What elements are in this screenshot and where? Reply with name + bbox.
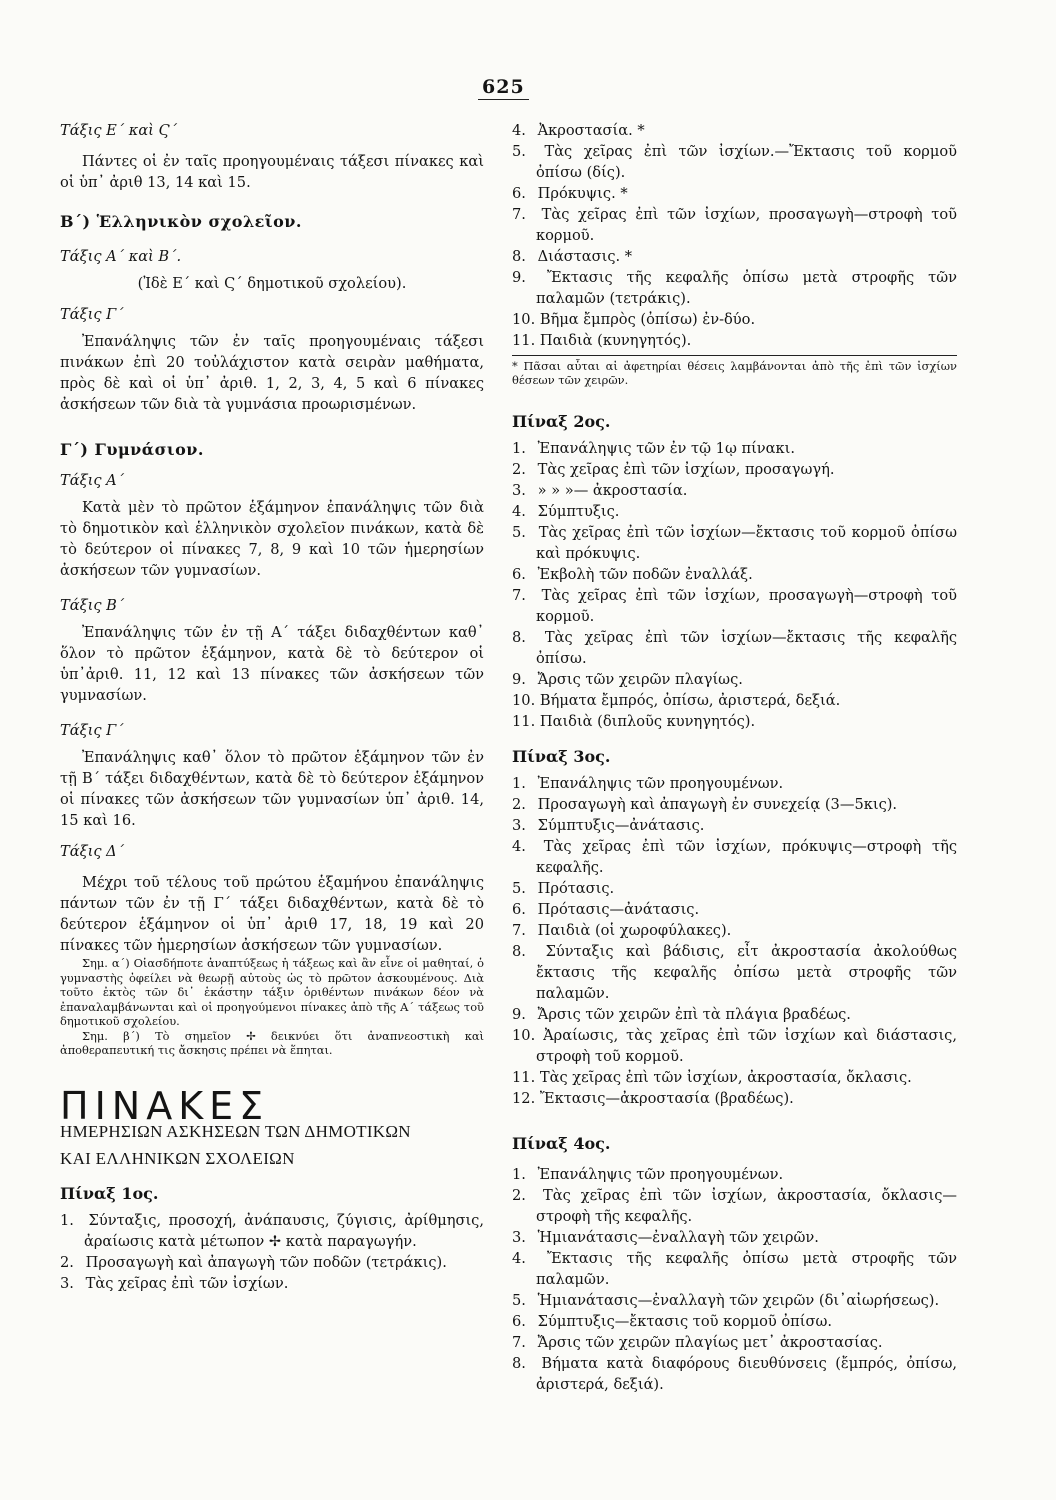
item-text: Τὰς χεῖρας ἐπὶ τῶν ἰσχίων, ἀκροστασία, ὄκλασις—στροφὴ τῆς κεφαλῆς.: [533, 1187, 957, 1225]
item-text: Ἐπανάληψις τῶν ἐν τῷ 1ῳ πίνακι.: [533, 440, 796, 457]
list-item: [512, 309, 957, 330]
item-number: 7.: [512, 922, 526, 939]
item-text: Τὰς χεῖρας ἐπὶ τῶν ἰσχίων, προσαγωγὴ—στροφὴ τοῦ κορμοῦ.: [533, 206, 957, 244]
item-number: 2.: [60, 1253, 74, 1271]
item-text: Τὰς χεῖρας ἐπὶ τῶν ἰσχίων, προσαγωγὴ—στροφὴ τοῦ κορμοῦ.: [533, 587, 957, 625]
list-item: [512, 1353, 957, 1395]
item-number: 1.: [60, 1211, 74, 1229]
item-number: 11.: [512, 332, 536, 349]
list-item: [512, 1025, 957, 1067]
item-number: 3.: [512, 482, 526, 499]
list-item: [512, 183, 957, 204]
item-text: Παιδιὰ (διπλοῦς κυνηγητός).: [535, 713, 756, 730]
item-number: 7.: [512, 206, 526, 223]
list-item: [512, 1067, 957, 1088]
item-text: Ἔκτασις τῆς κεφαλῆς ὀπίσω μετὰ στροφῆς τῶν παλαμῶν.: [533, 1250, 957, 1288]
item-number: 5.: [512, 1292, 526, 1309]
item-number: 7.: [512, 587, 526, 604]
paragraph: Ἐπανάληψις τῶν ἐν ταῖς προηγουμέναις τάξεσι πινάκων ἐπὶ 20 τοὐλάχιστον κατὰ σειρὰν μαθήματα, πρὸς δὲ καὶ οἱ ὑπ᾽ ἀριθ. 1, 2, 3, 4, 5 καὶ 6 πίνακες ἀσκήσεων τῶν διὰ τὰ γυμνάσια προωρισμένων.: [60, 333, 484, 413]
item-number: 6.: [512, 185, 526, 202]
item-text: Σύνταξις καὶ βάδισις, εἶτ ἀκροστασία ἀκολούθως ἔκτασις τῆς κεφαλῆς ὀπίσω μετὰ στροφῆς τῶν παλαμῶν.: [533, 943, 957, 1002]
item-text: Σύμπτυξις.: [533, 503, 620, 520]
list-item: [512, 522, 957, 564]
item-text: Ἀραίωσις, τὰς χεῖρας ἐπὶ τῶν ἰσχίων καὶ διάστασις, στροφὴ τοῦ κορμοῦ.: [535, 1027, 957, 1065]
item-text: Τὰς χεῖρας ἐπὶ τῶν ἰσχίων—ἔκτασις τοῦ κορμοῦ ὀπίσω καὶ πρόκυψις.: [533, 524, 957, 562]
item-number: 9.: [512, 671, 526, 688]
item-number: 10.: [512, 1027, 536, 1044]
list-item: [512, 711, 957, 732]
heading-taxis-a-b: Τάξις Α΄ καὶ Β΄.: [60, 248, 182, 265]
item-text: Τὰς χεῖρας ἐπὶ τῶν ἰσχίων—ἔκτασις τῆς κεφαλῆς ὀπίσω.: [533, 629, 957, 667]
star-footnote: * Πᾶσαι αὗται αἱ ἀφετηρίαι θέσεις λαμβάνονται ἀπὸ τῆς ἐπὶ τῶν ἰσχίων θέσεων τῶν χειρῶν.: [512, 359, 957, 387]
item-number: 6.: [512, 901, 526, 918]
item-number: 6.: [512, 566, 526, 583]
heading-taxis-d: Τάξις Δ΄: [60, 843, 124, 860]
item-number: 9.: [512, 1006, 526, 1023]
pinax-1-title: Πίναξ 1ος.: [60, 1183, 159, 1203]
item-text: Διάστασις. *: [533, 248, 633, 265]
list-item: [512, 815, 957, 836]
item-text: Σύμπτυξις—ἀνάτασις.: [533, 817, 705, 834]
list-item: [512, 267, 957, 309]
heading-taxis-b: Τάξις Β΄: [60, 597, 125, 614]
item-text: Παιδιὰ (κυνηγητός).: [535, 332, 692, 349]
item-number: 4.: [512, 503, 526, 520]
item-number: 10.: [512, 692, 536, 709]
paragraph: Κατὰ μὲν τὸ πρῶτον ἑξάμηνον ἐπανάληψις τῶν διὰ τὸ δημοτικὸν καὶ ἑλληνικὸν σχολεῖον πινάκων, κατὰ δὲ τὸ δεύτερον οἱ πίνακες 7, 8, 9 καὶ 10 τῶν ἡμερησίων ἀσκήσεων τῶν γυμνασίων.: [60, 499, 484, 579]
item-number: 2.: [512, 461, 526, 478]
item-number: 1.: [512, 775, 526, 792]
list-item: [60, 1210, 484, 1252]
list-item: [512, 459, 957, 480]
pinax-1-list: [60, 1210, 484, 1294]
item-number: 8.: [512, 943, 526, 960]
pinax-1-list-continued: [512, 120, 957, 351]
list-item: [512, 1332, 957, 1353]
list-item: [512, 1164, 957, 1185]
list-item: [512, 773, 957, 794]
item-text: Τὰς χεῖρας ἐπὶ τῶν ἰσχίων, ἀκροστασία, ὄκλασις.: [535, 1069, 912, 1086]
list-item: [512, 330, 957, 351]
list-item: [512, 669, 957, 690]
list-item: [60, 1273, 484, 1294]
item-text: » » »— ἀκροστασία.: [533, 482, 688, 499]
item-number: 11.: [512, 1069, 536, 1086]
right-column: [512, 120, 957, 1395]
item-number: 4.: [512, 122, 526, 139]
pinax-4-title: Πίναξ 4ος.: [512, 1134, 611, 1153]
item-number: 5.: [512, 880, 526, 897]
list-item: [512, 1088, 957, 1109]
item-number: 2.: [512, 796, 526, 813]
item-number: 2.: [512, 1187, 526, 1204]
item-number: 8.: [512, 248, 526, 265]
item-number: 8.: [512, 1355, 526, 1372]
item-text: Ἄρσις τῶν χειρῶν πλαγίως μετ᾽ ἀκροστασίας.: [533, 1334, 883, 1351]
list-item: [512, 1185, 957, 1227]
list-item: [512, 941, 957, 1004]
item-number: 5.: [512, 524, 526, 541]
paragraph: Μέχρι τοῦ τέλους τοῦ πρώτου ἑξαμήνου ἐπανάληψις πάντων τῶν ἐν τῇ Γ΄ τάξει διδαχθέντων, κατὰ δὲ τὸ δεύτερον ἑξάμηνον οἱ ὑπ᾽ ἀριθ 17, 18, 19 καὶ 20 πίνακες τῶν ἡμερησίων ἀσκήσεων τῶν γυμνασίων.: [60, 874, 484, 954]
pinax-4-list: [512, 1164, 957, 1395]
item-text: Πρόκυψις. *: [533, 185, 628, 202]
list-item: [512, 480, 957, 501]
item-text: Τὰς χεῖρας ἐπὶ τῶν ἰσχίων, προσαγωγή.: [533, 461, 835, 478]
divider: [512, 355, 957, 356]
see-note: (Ἰδὲ Ε΄ καὶ Ϛ΄ δημοτικοῦ σχολείου).: [137, 275, 407, 292]
item-number: 8.: [512, 629, 526, 646]
item-text: Ἐπανάληψις τῶν προηγουμένων.: [533, 775, 784, 792]
item-text: Τὰς χεῖρας ἐπὶ τῶν ἰσχίων.: [81, 1274, 289, 1292]
list-item: [512, 836, 957, 878]
list-item: [512, 585, 957, 627]
item-number: 5.: [512, 143, 526, 160]
item-text: Παιδιὰ (οἱ χωροφύλακες).: [533, 922, 732, 939]
list-item: [512, 501, 957, 522]
list-item: [512, 1290, 957, 1311]
item-text: Βήματα ἔμπρός, ὀπίσω, ἀριστερά, δεξιά.: [535, 692, 841, 709]
note-a: Σημ. α΄) Οἱασδήποτε ἀναπτύξεως ἡ τάξεως καὶ ἂν εἶνε οἱ μαθηταί, ὁ γυμναστὴς ὀφείλει νὰ θεωρῇ αὐτοὺς ὡς τὸ πρῶτον ἀσκουμένους. Διὰ τοῦτο ἐκτὸς τῶν δι᾽ ἑκάστην τάξιν ὁριθέντων πινάκων δέον νὰ ἐπαναλαμβάνωνται καὶ οἱ προηγούμενοι πίνακες ἀπὸ τῆς Α΄ τάξεως τοῦ δημοτικοῦ σχολείου.: [60, 956, 484, 1028]
item-number: 1.: [512, 440, 526, 457]
item-text: Προσαγωγὴ καὶ ἀπαγωγὴ ἐν συνεχείᾳ (3—5κις).: [533, 796, 898, 813]
list-item: [512, 627, 957, 669]
item-number: 4.: [512, 1250, 526, 1267]
tables-subtitle-1: ΗΜΕΡΗΣΙΩΝ ΑΣΚΗΣΕΩΝ ΤΩΝ ΔΗΜΟΤΙΚΩΝ: [60, 1121, 411, 1141]
page-number: 625: [478, 76, 529, 100]
list-item: [60, 1252, 484, 1273]
item-number: 3.: [512, 1229, 526, 1246]
item-text: Ἐκβολὴ τῶν ποδῶν ἐναλλάξ.: [533, 566, 753, 583]
tables-title: ΠΙΝΑΚΕΣ: [60, 1083, 270, 1128]
item-number: 11.: [512, 713, 536, 730]
pinax-2-list: [512, 438, 957, 732]
item-number: 4.: [512, 838, 526, 855]
heading-taxis-g: Τάξις Γ΄: [60, 306, 124, 323]
item-text: Ἄρσις τῶν χειρῶν ἐπὶ τὰ πλάγια βραδέως.: [533, 1006, 851, 1023]
item-text: Σύμπτυξις—ἔκτασις τοῦ κορμοῦ ὀπίσω.: [533, 1313, 832, 1330]
item-text: Σύνταξις, προσοχή, ἀνάπαυσις, ζύγισις, ἀρίθμησις, ἀραίωσις κατὰ μέτωπον ✢ κατὰ παραγωγήν.: [81, 1211, 484, 1250]
paragraph: Πάντες οἱ ἐν ταῖς προηγουμέναις τάξεσι πίνακες καὶ οἱ ὑπ᾽ ἀριθ 13, 14 καὶ 15.: [60, 153, 484, 191]
list-item: [512, 204, 957, 246]
footnotes: [60, 956, 484, 1058]
item-text: Ἡμιανάτασις—ἐναλλαγὴ τῶν χειρῶν (δι᾽αἰωρήσεως).: [533, 1292, 940, 1309]
item-number: 1.: [512, 1166, 526, 1183]
pinax-3-title: Πίναξ 3ος.: [512, 747, 611, 766]
item-text: Βήματα κατὰ διαφόρους διευθύνσεις (ἔμπρός, ὀπίσω, ἀριστερά, δεξιά).: [533, 1355, 957, 1393]
item-number: 3.: [512, 817, 526, 834]
heading-taxis-e-st: Τάξις Ε΄ καὶ Ϛ΄: [60, 122, 177, 139]
item-text: Ἀκροστασία. *: [533, 122, 645, 139]
list-item: [512, 564, 957, 585]
item-number: 7.: [512, 1334, 526, 1351]
heading-hellenic-school: Β΄) Ἑλληνικὸν σχολεῖον.: [60, 212, 302, 231]
item-text: Βῆμα ἔμπρὸς (ὀπίσω) ἐν-δύο.: [535, 311, 756, 328]
item-text: Ἔκτασις τῆς κεφαλῆς ὀπίσω μετὰ στροφῆς τῶν παλαμῶν (τετράκις).: [533, 269, 957, 307]
list-item: [512, 794, 957, 815]
item-text: Ἡμιανάτασις—ἐναλλαγὴ τῶν χειρῶν.: [533, 1229, 819, 1246]
pinax-3-list: [512, 773, 957, 1109]
list-item: [512, 438, 957, 459]
item-number: 12.: [512, 1090, 536, 1107]
item-text: Τὰς χεῖρας ἐπὶ τῶν ἰσχίων, πρόκυψις—στροφὴ τῆς κεφαλῆς.: [533, 838, 957, 876]
tables-subtitle-2: ΚΑΙ ΕΛΛΗΝΙΚΩΝ ΣΧΟΛΕΙΩΝ: [60, 1148, 295, 1168]
item-number: 3.: [60, 1274, 74, 1292]
list-item: [512, 141, 957, 183]
paragraph: Ἐπανάληψις τῶν ἐν τῇ Α΄ τάξει διδαχθέντων καθ᾽ ὅλον τὸ πρῶτον ἑξάμηνον, κατὰ δὲ τὸ δεύτερον οἱ ὑπ᾽ἀριθ. 11, 12 καὶ 13 πίνακες τῶν ἀσκήσεων τῶν γυμνασίων.: [60, 624, 484, 704]
pinax-2-title: Πίναξ 2ος.: [512, 412, 611, 431]
item-text: Τὰς χεῖρας ἐπὶ τῶν ἰσχίων.—Ἔκτασις τοῦ κορμοῦ ὀπίσω (δίς).: [533, 143, 957, 181]
item-text: Πρότασις.: [533, 880, 615, 897]
note-b: Σημ. β΄) Τὸ σημεῖον ✢ δεικνύει ὅτι ἀναπνεοστικὴ καὶ ἀποθεραπευτική τις ἄσκησις πρέπει νὰ ἕπηται.: [60, 1028, 484, 1057]
item-text: Ἄρσις τῶν χειρῶν πλαγίως.: [533, 671, 743, 688]
left-column: [60, 120, 484, 1294]
list-item: [512, 1227, 957, 1248]
list-item: [512, 1311, 957, 1332]
list-item: [512, 1004, 957, 1025]
item-text: Ἔκτασις—ἀκροστασία (βραδέως).: [535, 1090, 794, 1107]
item-number: 10.: [512, 311, 536, 328]
list-item: [512, 920, 957, 941]
item-number: 9.: [512, 269, 526, 286]
paragraph: Ἐπανάληψις καθ᾽ ὅλον τὸ πρῶτον ἑξάμηνον τῶν ἐν τῇ Β΄ τάξει διδαχθέντων, κατὰ δὲ τὸ δεύτερον ἑξάμηνον οἱ πίνακες τῶν ἀσκήσεων τῶν γυμνασίων ὑπ᾽ ἀριθ. 14, 15 καὶ 16.: [60, 749, 484, 829]
list-item: [512, 899, 957, 920]
list-item: [512, 246, 957, 267]
heading-gymnasium: Γ΄) Γυμνάσιον.: [60, 440, 204, 459]
item-text: Προσαγωγὴ καὶ ἀπαγωγὴ τῶν ποδῶν (τετράκις).: [81, 1253, 447, 1271]
item-number: 6.: [512, 1313, 526, 1330]
heading-taxis-g-2: Τάξις Γ΄: [60, 722, 124, 739]
item-text: Πρότασις—ἀνάτασις.: [533, 901, 700, 918]
list-item: [512, 120, 957, 141]
list-item: [512, 690, 957, 711]
heading-taxis-a: Τάξις Α΄: [60, 472, 124, 489]
item-text: Ἐπανάληψις τῶν προηγουμένων.: [533, 1166, 784, 1183]
list-item: [512, 878, 957, 899]
list-item: [512, 1248, 957, 1290]
